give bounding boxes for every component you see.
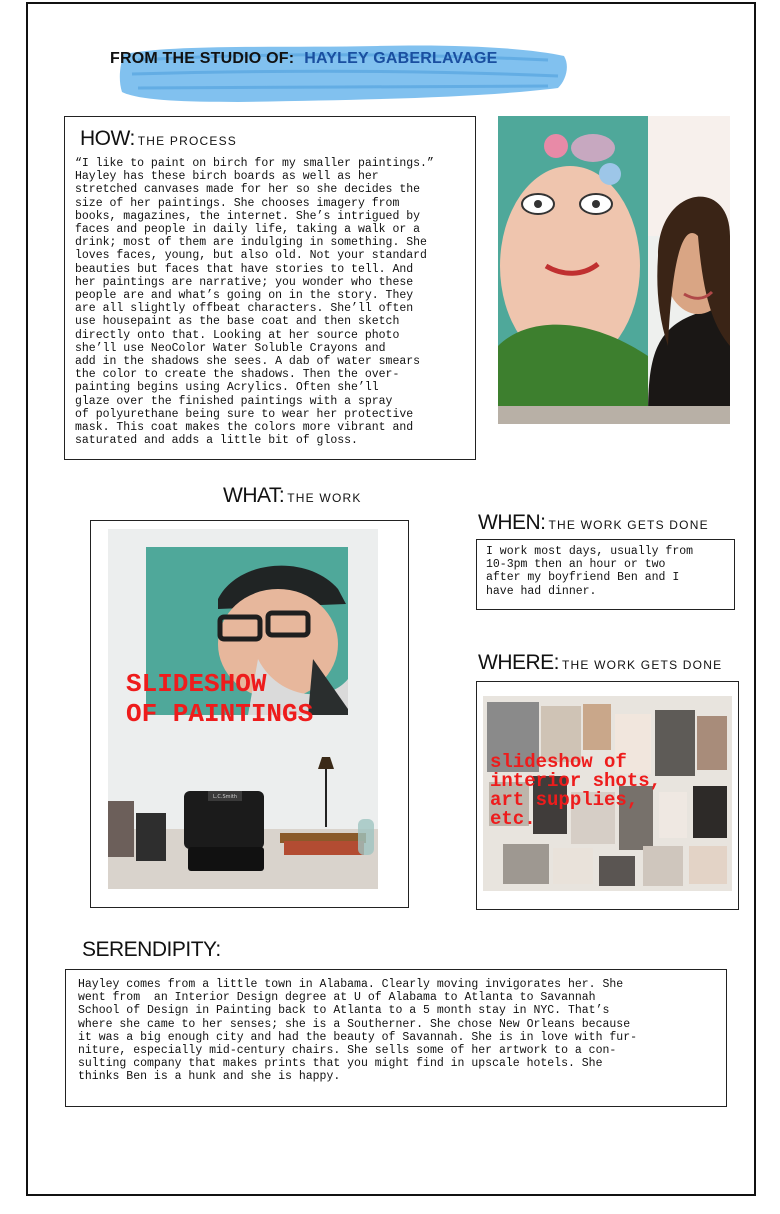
how-title-big: HOW: bbox=[80, 127, 135, 150]
how-text: “I like to paint on birch for my smaller paintings.” Hayley has these birch boards as well as her stretched canvases made for her so she decides the size of her paintings. She chooses imagery from books, magazines, the internet. She’s intrigued by faces and people in daily life, taking a walk or a drink; most of them are indulging in something. She loves faces, young, but also old. Not your standard beauties but faces that have stories to tell. And her paintings are narrative; you wonder who these people are and what’s going on in the story. They are all slightly offbeat characters. She’ll often use housepaint as the base coat and then sketch directly onto that. Looking at her source photo she’ll use NeoColor Water Soluble Crayons and add in the shadows she sees. A dab of water smears the color to create the shadows. Then the over- painting begins using Acrylics. Often she’ll glaze over the finished paintings with a spray of polyurethane being sure to wear her protective mask. This coat makes the colors more vibrant and saturated and adds a little bit of gloss. bbox=[75, 157, 434, 448]
interior-overlay-text: slideshow of interior shots, art supplies, etc. bbox=[490, 751, 662, 830]
serendipity-title-big: SERENDIPITY: bbox=[82, 938, 221, 961]
typewriter-brand: L.C.Smith bbox=[212, 794, 238, 800]
artist-name: HAYLEY GABERLAVAGE bbox=[304, 50, 498, 67]
serendipity-title bbox=[82, 938, 221, 962]
where-title bbox=[478, 651, 722, 675]
portrait-illustration bbox=[498, 116, 730, 424]
what-title-small: THE WORK bbox=[287, 491, 362, 505]
when-title-big: WHEN: bbox=[478, 511, 546, 534]
paintings-overlay-text: SLIDESHOW OF PAINTINGS bbox=[126, 669, 314, 729]
what-title bbox=[223, 484, 362, 508]
page-header bbox=[110, 50, 498, 68]
where-title-small: THE WORK GETS DONE bbox=[562, 658, 723, 672]
what-title-big: WHAT: bbox=[223, 484, 285, 507]
when-title bbox=[478, 511, 709, 535]
how-title bbox=[80, 127, 237, 151]
artist-portrait-photo bbox=[498, 116, 730, 424]
when-title-small: THE WORK GETS DONE bbox=[548, 518, 709, 532]
serendipity-text: Hayley comes from a little town in Alabama. Clearly moving invigorates her. She went from an Interior Design degree at U of Alabama to Atlanta to Savannah School of Design in Painting back to Atlanta to a 5 month stay in NYC. That’s where she came to her senses; she is a Southerner. She chose New Orleans because it was a big enough city and had the beauty of Savannah. She is in love with fur- niture, especially mid-century chairs. She sells some of her artwork to a con- sulting company that makes prints that you might find in upscale hotels. She thinks Ben is a hunk and she is happy. bbox=[78, 978, 637, 1084]
header-label: FROM THE STUDIO OF: bbox=[110, 50, 295, 67]
how-title-small: THE PROCESS bbox=[137, 134, 237, 148]
when-text: I work most days, usually from 10-3pm then an hour or two after my boyfriend Ben and I have had dinner. bbox=[486, 545, 694, 598]
where-title-big: WHERE: bbox=[478, 651, 559, 674]
